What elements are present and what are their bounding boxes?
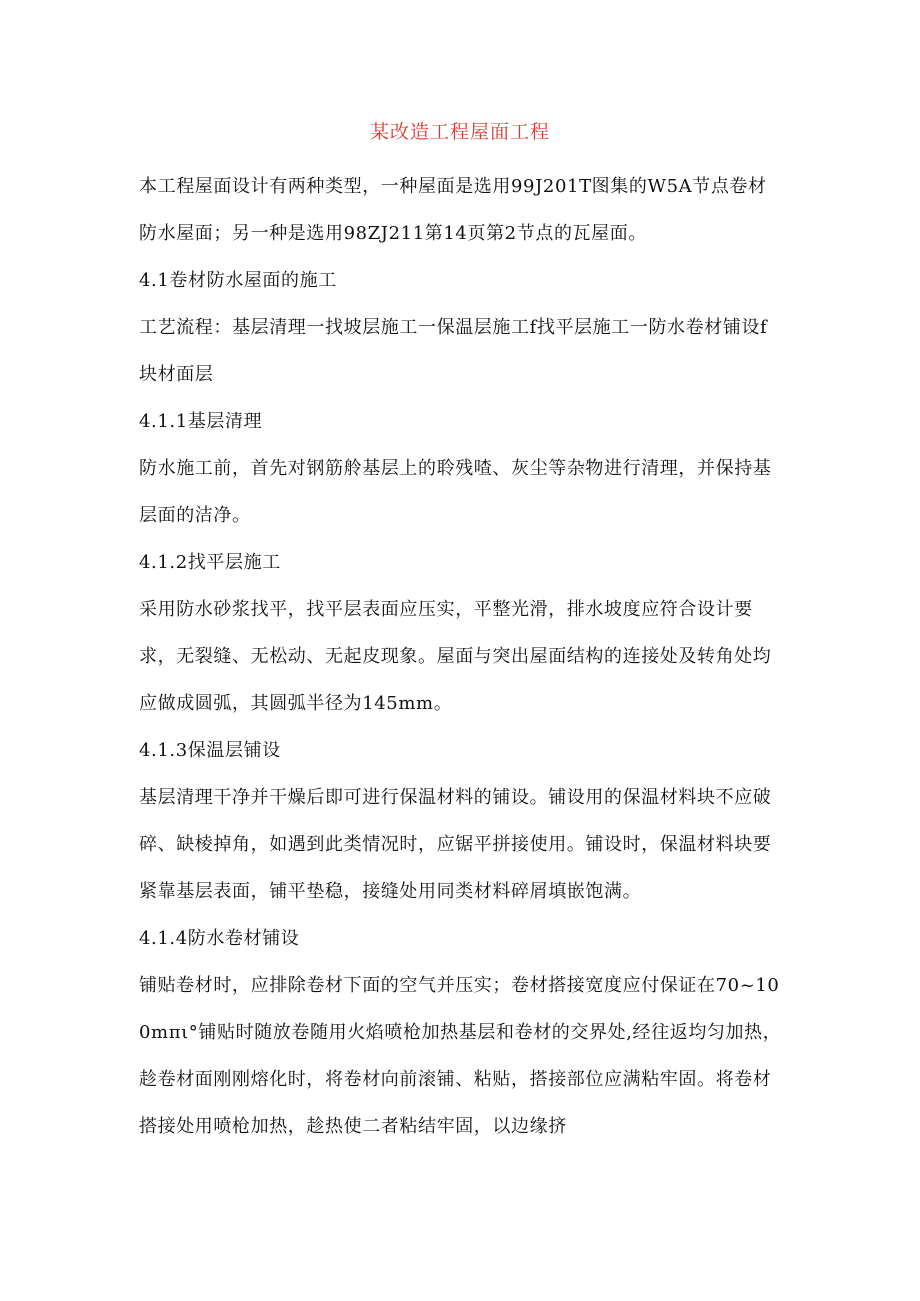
paragraph-insulation-layer: 基层清理干净并干燥后即可进行保温材料的铺设。铺设用的保温材料块不应破碎、缺棱掉角，如遇到此类情况时，应锯平拼接使用。铺设时，保温材料块要紧靠基层表面，铺平垫稳，接缝处用同类材料碎屑填嵌饱满。 bbox=[139, 787, 772, 902]
paragraph-leveling-layer: 采用防水砂浆找平，找平层表面应压实，平整光滑，排水坡度应符合设计要求，无裂缝、无松动、无起皮现象。屋面与突出屋面结构的连接处及转角处均应做成圆弧，其圆弧半径为145mm。 bbox=[139, 599, 772, 714]
section-heading-4-1-4: 4.1.4防水卷材铺设 bbox=[139, 928, 300, 949]
section-heading-4-1-3: 4.1.3保温层铺设 bbox=[139, 740, 281, 761]
section-heading-4-1-2: 4.1.2找平层施工 bbox=[139, 552, 281, 573]
document-body bbox=[139, 163, 785, 1150]
section-heading-4-1-1: 4.1.1基层清理 bbox=[139, 411, 263, 432]
paragraph-process-flow: 工艺流程：基层清理一找坡层施工一保温层施工f找平层施工一防水卷材铺设f块材面层 bbox=[139, 317, 768, 385]
paragraph-intro: 本工程屋面设计有两种类型，一种屋面是选用99J201T图集的W5A节点卷材防水屋面；另一种是选用98ZJ211第14页第2节点的瓦屋面。 bbox=[139, 176, 767, 244]
section-heading-4-1: 4.1卷材防水屋面的施工 bbox=[139, 270, 337, 291]
paragraph-base-cleaning: 防水施工前，首先对钢筋舲基层上的聆残喳、灰尘等杂物进行清理，并保持基层面的洁净。 bbox=[139, 458, 772, 526]
paragraph-membrane-laying: 铺贴卷材时，应排除卷材下面的空气并压实；卷材搭接宽度应付保证在70~100mπι°铺贴时随放卷随用火焰喷枪加热基层和卷材的交界处,经往返均匀加热，趁卷材面刚刚熔化时，将卷材向前滚铺、粘贴，搭接部位应满粘牢固。将卷材搭接处用喷枪加热，趁热使二者粘结牢固，以边缘挤 bbox=[139, 975, 782, 1137]
document-title: 某改造工程屋面工程 bbox=[369, 121, 550, 143]
